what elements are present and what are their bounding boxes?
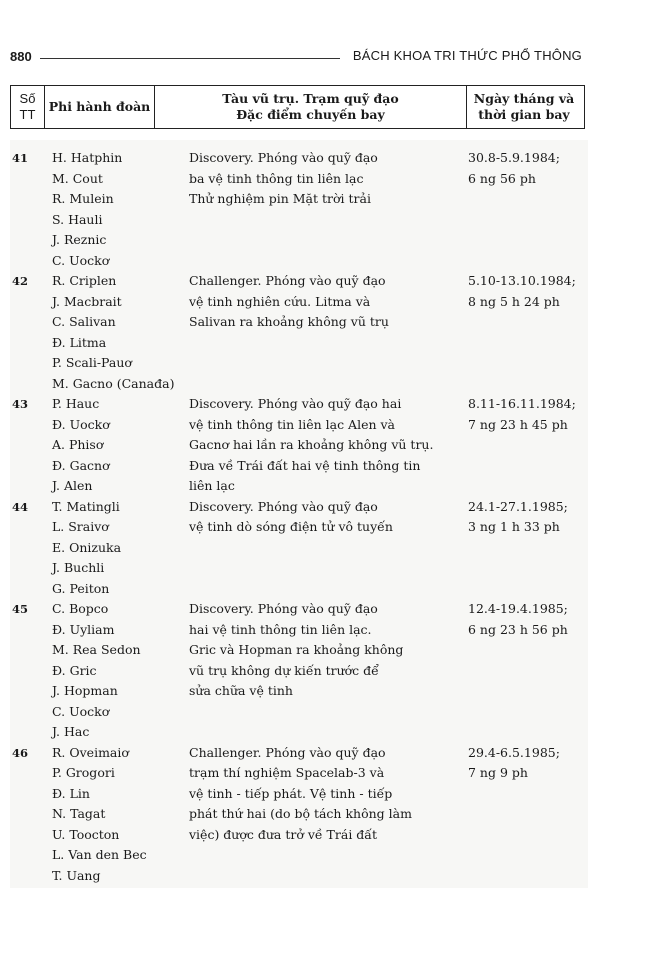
flight-number: 45 xyxy=(12,602,29,616)
crew-member: G. Peiton xyxy=(52,580,110,596)
crew-member: J. Alen xyxy=(52,478,93,493)
crew-member: Đ. Gacnơ xyxy=(52,457,110,473)
table-row-line xyxy=(12,599,584,620)
table-row-line xyxy=(12,558,584,579)
crew-member: N. Tagat xyxy=(52,806,106,821)
header-date-line2: thời gian bay xyxy=(478,107,570,122)
flight-number: 44 xyxy=(12,499,29,514)
table-row-line xyxy=(12,251,584,272)
crew-member: Đ. Uyliam xyxy=(52,621,115,637)
crew-member: C. Salivan xyxy=(52,314,116,329)
table-row xyxy=(12,394,584,497)
flight-description-line: liên lạc xyxy=(189,478,235,493)
flight-description-line: phát thứ hai (do bộ tách không làm xyxy=(189,806,412,821)
flight-date-line: 8.11-16.11.1984; xyxy=(468,396,576,411)
flight-description-line: Gric và Hopman ra khoảng không xyxy=(189,642,404,657)
table-row-line xyxy=(12,189,584,210)
crew-member: Đ. Uockơ xyxy=(52,416,110,432)
table-row xyxy=(12,743,584,887)
flight-description-line: Gacnơ hai lần ra khoảng không vũ trụ. xyxy=(189,437,434,452)
crew-member: L. Van den Bec xyxy=(52,847,147,862)
flight-number: 46 xyxy=(12,745,29,760)
header-no xyxy=(11,86,45,128)
table-row-line xyxy=(12,169,584,190)
table-row-line xyxy=(12,435,584,456)
table-row xyxy=(12,148,584,271)
flight-description-line: hai vệ tinh thông tin liên lạc. xyxy=(189,621,372,637)
table-row-line xyxy=(12,374,584,395)
crew-member: P. Hauc xyxy=(52,396,100,411)
table-row-line xyxy=(12,333,584,354)
crew-member: J. Hac xyxy=(52,724,90,739)
crew-member: S. Hauli xyxy=(52,211,103,227)
crew-member: T. Uang xyxy=(52,867,101,883)
crew-member: J. Reznic xyxy=(52,232,107,247)
flight-description-line: việc) được đưa trở về Trái đất xyxy=(189,826,377,842)
table-row-line xyxy=(12,415,584,436)
table-row-line xyxy=(12,456,584,477)
flight-description-line: Salivan ra khoảng không vũ trụ xyxy=(189,314,389,329)
page-number: 880 xyxy=(10,49,32,64)
crew-member: L. Sraivơ xyxy=(52,519,109,534)
table-row-line xyxy=(12,538,584,559)
crew-member: Đ. Gric xyxy=(52,662,97,678)
flight-description-line: trạm thí nghiệm Spacelab-3 và xyxy=(189,765,385,780)
flight-date-line: 6 ng 56 ph xyxy=(468,170,536,186)
book-title: BÁCH KHOA TRI THỨC PHỔ THÔNG xyxy=(352,48,582,63)
crew-member: Đ. Lin xyxy=(52,785,90,801)
table-row-line xyxy=(12,804,584,825)
flights-table xyxy=(10,85,585,129)
flight-description-line: Discovery. Phóng vào quỹ đạo xyxy=(189,601,378,616)
table-row-line xyxy=(12,312,584,333)
flight-description-line: Discovery. Phóng vào quỹ đạo xyxy=(189,150,378,165)
table-row-line xyxy=(12,497,584,518)
table-row-line xyxy=(12,681,584,702)
table-row-line xyxy=(12,640,584,661)
flight-description-line: Discovery. Phóng vào quỹ đạo xyxy=(189,498,378,514)
crew-member: C. Uockơ xyxy=(52,252,110,268)
table-row-line xyxy=(12,845,584,866)
crew-member: C. Uockơ xyxy=(52,703,110,719)
table-row xyxy=(12,271,584,394)
table-row-line xyxy=(12,517,584,538)
flight-description-line: ba vệ tinh thông tin liên lạc xyxy=(189,170,364,186)
flight-number: 42 xyxy=(12,274,29,288)
table-row-line xyxy=(12,271,584,292)
header-no-line1: Số xyxy=(19,91,36,106)
table-row-line xyxy=(12,743,584,764)
flight-description-line: vệ tinh dò sóng điện tử vô tuyến xyxy=(189,519,393,534)
header-date xyxy=(467,86,581,128)
crew-member: P. Grogori xyxy=(52,765,115,780)
flight-date-line: 12.4-19.4.1985; xyxy=(468,601,568,616)
flight-date-line: 6 ng 23 h 56 ph xyxy=(468,621,568,637)
crew-member: H. Hatphin xyxy=(52,150,123,165)
header-rule xyxy=(40,58,340,59)
flight-description-line: sửa chữa vệ tinh xyxy=(189,683,293,698)
table-row-line xyxy=(12,722,584,743)
table-row-line xyxy=(12,210,584,231)
crew-member: M. Gacno (Canađa) xyxy=(52,375,175,391)
table-body xyxy=(12,148,584,888)
table-row-line xyxy=(12,825,584,846)
table-row-line xyxy=(12,763,584,784)
flight-description-line: Challenger. Phóng vào quỹ đạo xyxy=(189,273,386,288)
table-row-line xyxy=(12,476,584,497)
table-row-line xyxy=(12,148,584,169)
table-row-line xyxy=(12,702,584,723)
table-row-line xyxy=(12,784,584,805)
table-row-line xyxy=(12,866,584,887)
crew-member: R. Oveimaiơ xyxy=(52,744,129,760)
flight-date-line: 7 ng 23 h 45 ph xyxy=(468,416,568,432)
flight-description-line: vệ tinh nghiên cứu. Litma và xyxy=(189,293,371,309)
flight-date-line: 30.8-5.9.1984; xyxy=(468,150,560,165)
crew-member: J. Macbrait xyxy=(52,293,122,309)
flight-description-line: Discovery. Phóng vào quỹ đạo hai xyxy=(189,396,402,411)
table-row-line xyxy=(12,620,584,641)
flight-description-line: vệ tinh - tiếp phát. Vệ tinh - tiếp xyxy=(189,785,393,801)
crew-member: U. Toocton xyxy=(52,826,120,842)
crew-member: T. Matingli xyxy=(52,498,120,514)
crew-member: P. Scali-Pauơ xyxy=(52,355,132,370)
flight-date-line: 24.1-27.1.1985; xyxy=(468,498,568,514)
crew-member: M. Cout xyxy=(52,170,103,186)
flight-number: 43 xyxy=(12,397,29,411)
flight-description-line: Đưa về Trái đất hai vệ tinh thông tin xyxy=(189,457,421,473)
crew-member: R. Mulein xyxy=(52,191,114,206)
page-header xyxy=(10,44,582,68)
header-spacecraft-line1: Tàu vũ trụ. Trạm quỹ đạo xyxy=(222,91,399,106)
header-spacecraft-line2: Đặc điểm chuyến bay xyxy=(236,107,385,122)
table-row-line xyxy=(12,579,584,600)
crew-member: C. Bopco xyxy=(52,601,109,616)
header-date-line1: Ngày tháng và xyxy=(473,91,575,106)
crew-member: J. Buchli xyxy=(52,560,105,575)
flight-date-line: 5.10-13.10.1984; xyxy=(468,273,576,288)
flight-description-line: Challenger. Phóng vào quỹ đạo xyxy=(189,744,386,760)
crew-member: R. Criplen xyxy=(52,273,117,288)
flight-description-line: Thử nghiệm pin Mặt trời trải xyxy=(189,191,371,206)
table-row xyxy=(12,599,584,743)
flight-number: 41 xyxy=(12,151,29,165)
flight-description-line: vũ trụ không dự kiến trước để xyxy=(189,662,379,678)
table-header xyxy=(11,86,584,129)
table-row-line xyxy=(12,661,584,682)
table-row xyxy=(12,497,584,600)
flight-description-line: vệ tinh thông tin liên lạc Alen và xyxy=(189,416,395,432)
crew-member: E. Onizuka xyxy=(52,539,122,555)
crew-member: J. Hopman xyxy=(52,683,118,698)
flight-date-line: 8 ng 5 h 24 ph xyxy=(468,293,560,309)
table-row-line xyxy=(12,353,584,374)
table-row-line xyxy=(12,230,584,251)
flight-date-line: 7 ng 9 ph xyxy=(468,765,528,780)
table-row-line xyxy=(12,394,584,415)
crew-member: M. Rea Sedon xyxy=(52,642,141,657)
crew-member: A. Phisơ xyxy=(52,437,104,452)
header-no-line2: TT xyxy=(19,107,36,122)
header-spacecraft xyxy=(155,86,467,128)
crew-member: Đ. Litma xyxy=(52,334,107,350)
flight-date-line: 29.4-6.5.1985; xyxy=(468,744,560,760)
flight-date-line: 3 ng 1 h 33 ph xyxy=(468,519,560,534)
header-crew: Phi hành đoàn xyxy=(45,86,155,128)
table-row-line xyxy=(12,292,584,313)
